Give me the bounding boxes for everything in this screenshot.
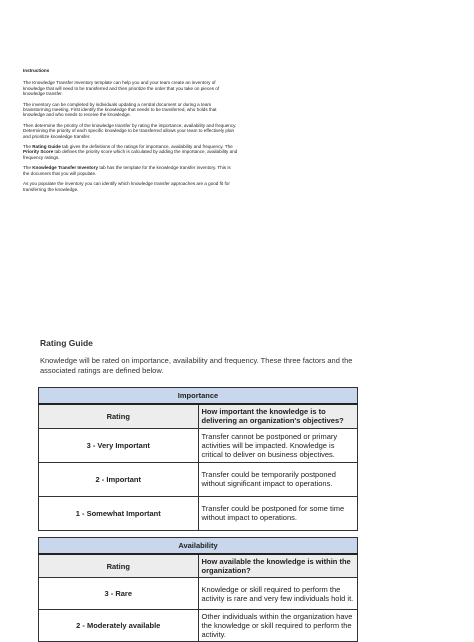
instructions-paragraph-2: The inventory can be completed by individuals updating a central document or during a team brainstorming meeting. First identify the knowledge that needs to be transferred, who holds that knowledge and who needs to receive the knowledge. xyxy=(23,101,217,118)
instructions-paragraph-3: Then determine the priority of the knowledge transfer by rating the importance, availability and frequency. Determining the priority of each specific knowledge to be transferred allows your team to effectively plan and prioritize knowledge transfer. xyxy=(23,122,237,139)
desc-cell: Knowledge or skill required to perform the activity is rare and very few individuals hold it. xyxy=(198,578,358,610)
rating-cell: 2 - Moderately available xyxy=(39,610,199,642)
inventory-ref: Knowledge Transfer Inventory xyxy=(32,165,99,171)
availability-table xyxy=(38,537,358,642)
rating-cell: 3 - Very Important xyxy=(39,428,199,462)
rating-guide-ref: Rating Guide xyxy=(32,144,61,150)
text-run: The xyxy=(23,165,33,171)
importance-col-desc: How important the knowledge is to delivering an organization's objectives? xyxy=(198,404,358,428)
desc-cell: Transfer could be postponed for some time without impact to operations. xyxy=(198,496,358,530)
availability-caption: Availability xyxy=(39,538,358,555)
table-row xyxy=(39,610,358,642)
text-run: tab gives the definitions of the ratings for importance, availability and frequency. The xyxy=(60,144,233,150)
rating-cell: 2 - Important xyxy=(39,462,199,496)
instructions-heading: Instructions xyxy=(23,68,50,73)
rating-cell: 1 - Somewhat Important xyxy=(39,496,199,530)
rating-cell: 3 - Rare xyxy=(39,578,199,610)
table-row xyxy=(39,496,358,530)
availability-col-desc: How available the knowledge is within the organization? xyxy=(198,554,358,578)
rating-guide-title: Rating Guide xyxy=(40,338,93,348)
instructions-section xyxy=(23,68,238,197)
priority-score-ref: Priority Score xyxy=(23,149,54,155)
desc-cell: Other individuals within the organization have the knowledge or skill required to perform the activity. xyxy=(198,610,358,642)
availability-col-rating: Rating xyxy=(39,554,199,578)
instructions-paragraph-6: As you populate the inventory you can identify which knowledge transfer approaches are a good fit for transferring the knowledge. xyxy=(23,181,230,192)
desc-cell: Transfer could be temporarily postponed without significant impact to operations. xyxy=(198,462,358,496)
table-row xyxy=(39,428,358,462)
text-run: tab has the template for the knowledge transfer inventory. This is the document that you will populate. xyxy=(23,165,231,176)
table-row xyxy=(39,578,358,610)
instructions-paragraph-4 xyxy=(23,144,238,160)
instructions-paragraph-1: The Knowledge Transfer Inventory template can help you and your team create an inventory of knowledge that will need to be transferred and then prioritize the order that you take on pieces of knowledge transfer. xyxy=(23,80,220,97)
importance-col-rating: Rating xyxy=(39,404,199,428)
rating-guide-intro: Knowledge will be rated on importance, availability and frequency. These three factors and the associated ratings are defined below. xyxy=(40,356,353,375)
table-row xyxy=(39,462,358,496)
text-run: The xyxy=(23,144,33,150)
importance-table xyxy=(38,387,358,531)
instructions-paragraph-5 xyxy=(23,165,238,176)
text-run: tab defines the priority score which is calculated by adding the importance, availability and frequency ratings. xyxy=(23,149,238,160)
importance-caption: Importance xyxy=(39,388,358,405)
desc-cell: Transfer cannot be postponed or primary activities will be impacted. Knowledge is critical to deliver on business objectives. xyxy=(198,428,358,462)
